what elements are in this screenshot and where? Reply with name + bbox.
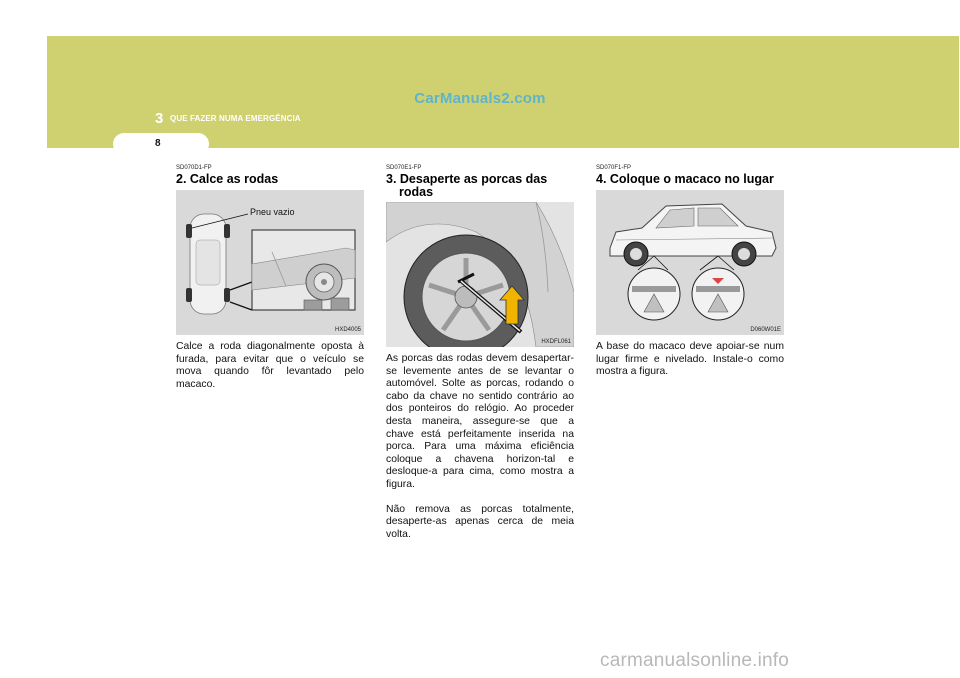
section-title-line1: 3. Desaperte as porcas das [386, 172, 548, 186]
figure-code: D060W01E [750, 327, 781, 333]
section-loosen-nuts [386, 165, 574, 541]
watermark-top[interactable]: CarManuals2.com [414, 90, 546, 107]
chapter-title: QUE FAZER NUMA EMERGÊNCIA [170, 114, 301, 123]
page-number: 8 [155, 138, 161, 149]
section-code: SD070F1-FP [596, 165, 632, 171]
section-title-line2: rodas [399, 185, 434, 199]
section-body [386, 353, 574, 541]
figure-code: HXDFL061 [541, 339, 571, 345]
figure-loosen-nuts [386, 202, 574, 347]
paragraph: Não remova as porcas totalmente, desaperte-as apenas cerca de meia volta. [386, 503, 574, 540]
section-chock-wheels [176, 165, 364, 391]
section-body [176, 341, 364, 391]
section-title: 2. Calce as rodas [176, 172, 279, 186]
section-body [596, 341, 784, 379]
paragraph: Calce a roda diagonalmente oposta à furada, para evitar que o veículo se mova quando fôr levantado pelo macaco. [176, 341, 364, 390]
section-code: SD070D1-FP [176, 165, 212, 171]
jack-position-illustration [596, 190, 784, 335]
page-number-tab [113, 133, 209, 155]
figure-code: HXD4005 [334, 327, 361, 333]
figure-position-jack [596, 190, 784, 335]
section-position-jack [596, 165, 784, 379]
section-code: SD070E1-FP [386, 165, 422, 171]
section-title [386, 173, 574, 199]
wheel-wrench-illustration [386, 202, 574, 347]
flat-tire-label: Pneu vazio [250, 207, 295, 217]
watermark-bottom[interactable]: carmanualsonline.info [600, 650, 790, 671]
section-title: 4. Coloque o macaco no lugar [596, 172, 774, 186]
figure-chock-wheels [176, 190, 364, 335]
chapter-number: 3 [155, 110, 164, 127]
paragraph: A base do macaco deve apoiar-se num lugar firme e nivelado. Instale-o como mostra a figura. [596, 341, 784, 378]
paragraph: As porcas das rodas devem desapertar-se levemente antes de se levantar o automóvel. Solte as porcas, rodando o cabo da chave no sentido contrário ao dos ponteiros do relógio. Ao proceder desta maneira, assegure-se que a chave está perfeitamente inserida na porca. Para uma máxima eficiência coloque a chavena horizon-tal e desloque-a para cima, como mostra a figura. [386, 353, 574, 490]
